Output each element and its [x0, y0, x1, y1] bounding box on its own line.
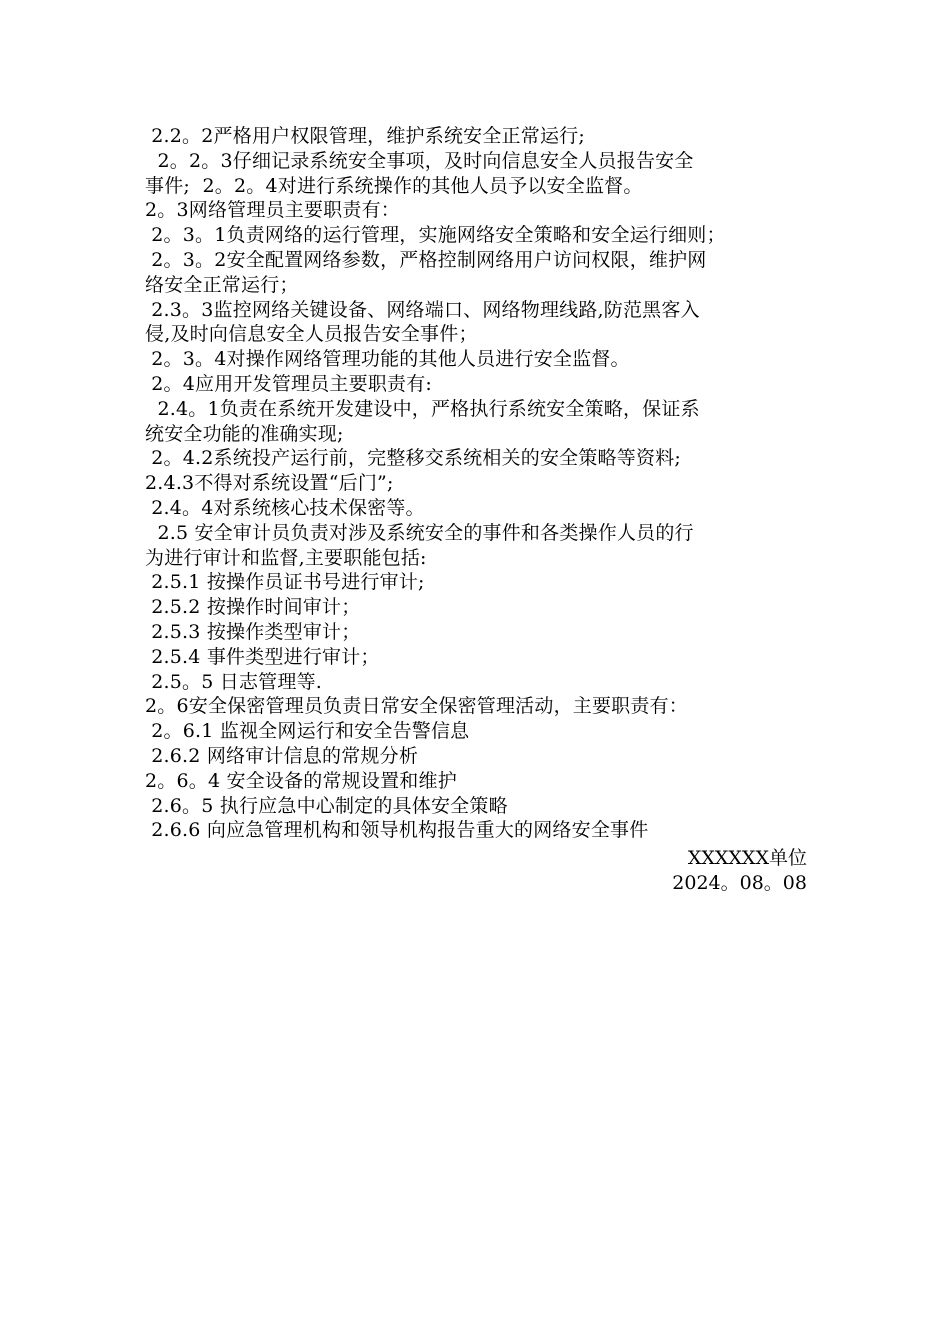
- text-line: 2.6。5 执行应急中心制定的具体安全策略: [145, 794, 508, 817]
- text-line: 统安全功能的准确实现;: [145, 422, 344, 445]
- text-line: 2.5.2 按操作时间审计；: [145, 596, 361, 619]
- text-line: 2.6.6 向应急管理机构和领导机构报告重大的网络安全事件: [145, 819, 649, 842]
- text-line: 2。6.1 监视全网运行和安全告警信息: [145, 720, 470, 743]
- section-heading: 2.5 安全审计员负责对涉及系统安全的事件和各类操作人员的行: [145, 521, 694, 544]
- text-line: 为进行审计和监督,主要职能包括:: [145, 546, 427, 569]
- document-body: [145, 124, 815, 843]
- text-line: 2.5.3 按操作类型审计；: [145, 620, 361, 643]
- text-line: 2.5.4 事件类型进行审计；: [145, 645, 380, 668]
- section-heading: 2。6安全保密管理员负责日常安全保密管理活动，主要职责有：: [145, 695, 688, 718]
- signature-block: [145, 846, 807, 896]
- text-line: 事件; 2。2。4对进行系统操作的其他人员予以安全监督。: [145, 174, 643, 197]
- text-line: 2。2。3仔细记录系统安全事项，及时向信息安全人员报告安全: [145, 149, 694, 172]
- text-line: 2.4.3不得对系统设置“后门”;: [145, 472, 394, 495]
- text-line: 2。3。1负责网络的运行管理，实施网络安全策略和安全运行细则；: [145, 224, 726, 247]
- text-line: 2。3。2安全配置网络参数，严格控制网络用户访问权限，维护网: [145, 248, 707, 271]
- signature-unit: XXXXXX单位: [687, 847, 807, 869]
- text-line: 2。3。4对操作网络管理功能的其他人员进行安全监督。: [145, 348, 630, 371]
- text-line: 侵,及时向信息安全人员报告安全事件；: [145, 323, 478, 346]
- text-line: 2。6。4 安全设备的常规设置和维护: [145, 769, 457, 792]
- text-line: 2.5。5 日志管理等.: [145, 670, 323, 693]
- text-line: 2.4。1负责在系统开发建设中，严格执行系统安全策略，保证系: [145, 397, 700, 420]
- text-line: 2.6.2 网络审计信息的常规分析: [145, 744, 419, 767]
- text-line: 2.2。2严格用户权限管理，维护系统安全正常运行;: [145, 125, 585, 147]
- section-heading: 2。3网络管理员主要职责有：: [145, 199, 400, 222]
- text-line: 2。4.2系统投产运行前，完整移交系统相关的安全策略等资料;: [145, 447, 681, 470]
- text-line: 2.4。4对系统核心技术保密等。: [145, 496, 425, 519]
- text-line: 2.3。3监控网络关键设备、网络端口、网络物理线路,防范黑客入: [145, 298, 700, 321]
- text-line: 2.5.1 按操作员证书号进行审计;: [145, 571, 425, 594]
- signature-date: 2024。08。08: [672, 872, 807, 894]
- section-heading: 2。4应用开发管理员主要职责有:: [145, 372, 433, 395]
- text-line: 络安全正常运行；: [145, 273, 299, 296]
